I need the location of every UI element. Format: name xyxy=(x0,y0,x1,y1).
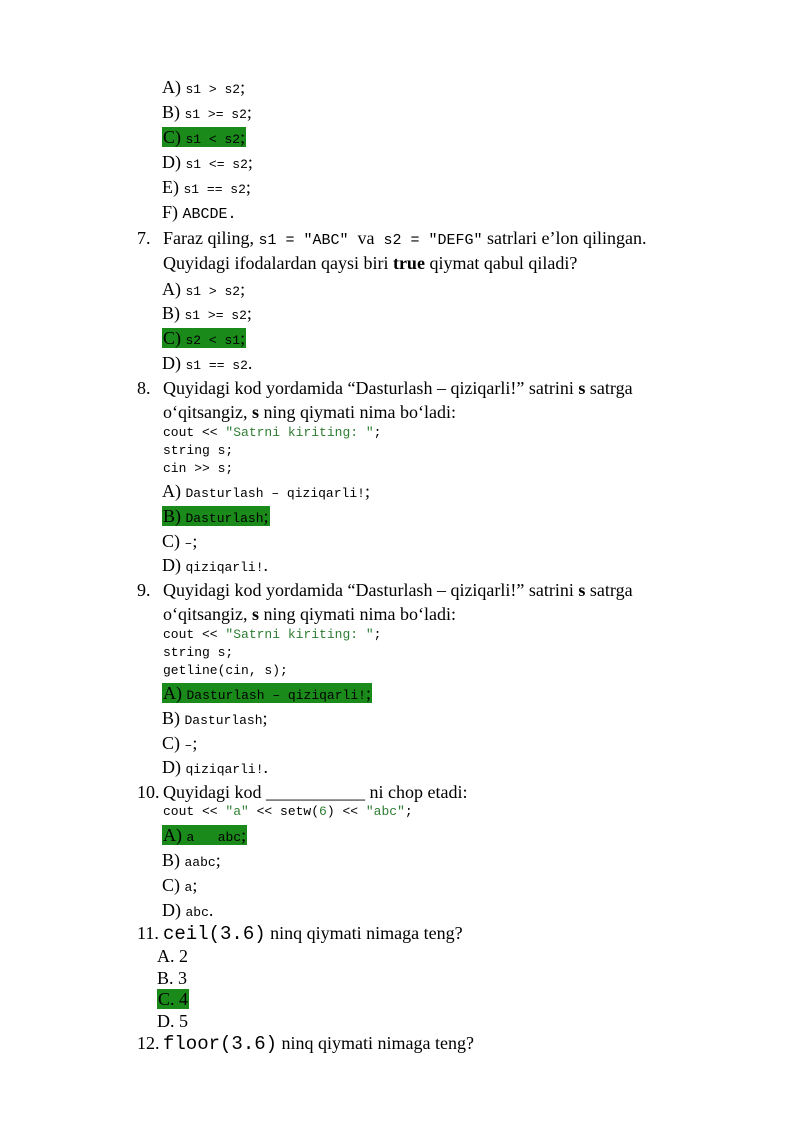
question-9: 9. Quyidagi kod yordamida “Dasturlash – qiziqarli!” satrini s satrga xyxy=(137,580,633,600)
q8-option-b-correct[interactable] xyxy=(162,504,270,531)
question-7-line2: Quyidagi ifodalardan qaysi biri true qiymat qabul qiladi? xyxy=(163,253,578,273)
answer-highlight: B) Dasturlash; xyxy=(163,506,269,526)
q9-option-a-correct[interactable] xyxy=(162,681,372,708)
q10-option-a-correct[interactable] xyxy=(162,823,247,850)
q10-code-block: cout << "a" << setw(6) << "abc"; xyxy=(163,804,413,819)
q7-option-d[interactable]: D) s1 == s2. xyxy=(162,353,253,373)
q9-option-c[interactable]: C) –; xyxy=(162,733,198,753)
question-8: 8. Quyidagi kod yordamida “Dasturlash – qiziqarli!” satrini s satrga xyxy=(137,378,633,398)
option-c-correct[interactable] xyxy=(162,125,246,152)
q10-option-b[interactable]: B) aabc; xyxy=(162,850,221,870)
q9-option-b[interactable]: B) Dasturlash; xyxy=(162,708,268,728)
q11-option-b[interactable]: B. 3 xyxy=(157,968,188,988)
question-10: 10. Quyidagi kod ___________ ni chop etadi: xyxy=(137,782,468,802)
q8-code-block: cout << "Satrni kiriting: "; string s; cin >> s; xyxy=(163,425,382,476)
question-9-line2: o‘qitsangiz, s ning qiymati nima bo‘ladi: xyxy=(163,604,456,624)
q11-option-a[interactable]: A. 2 xyxy=(157,946,188,966)
q10-option-c[interactable]: C) a; xyxy=(162,875,198,895)
question-11: 11. ceil(3.6) ninq qiymati nimaga teng? xyxy=(137,923,463,945)
q7-option-c-correct[interactable] xyxy=(162,326,246,353)
answer-highlight: C. 4 xyxy=(158,989,189,1009)
q7-option-b[interactable]: B) s1 >= s2; xyxy=(162,303,252,323)
question-7: 7. Faraz qiling, s1 = "ABC" va s2 = "DEFG" satrlari e’lon qilingan. xyxy=(137,228,647,249)
question-8-line2: o‘qitsangiz, s ning qiymati nima bo‘ladi: xyxy=(163,402,456,422)
option-e[interactable]: E) s1 == s2; xyxy=(162,177,251,197)
q11-option-d[interactable]: D. 5 xyxy=(157,1011,188,1031)
answer-highlight: A) Dasturlash – qiziqarli!; xyxy=(163,683,371,703)
q7-option-a[interactable]: A) s1 > s2; xyxy=(162,279,246,299)
option-d[interactable]: D) s1 <= s2; xyxy=(162,152,253,172)
q8-option-d[interactable]: D) qiziqarli!. xyxy=(162,555,269,575)
answer-highlight: C) s2 < s1; xyxy=(163,328,246,348)
q9-option-d[interactable]: D) qiziqarli!. xyxy=(162,757,269,777)
option-f[interactable]: F) ABCDE. xyxy=(162,202,237,223)
answer-highlight: C) s1 < s2; xyxy=(163,127,246,147)
q10-option-d[interactable]: D) abc. xyxy=(162,900,214,920)
option-b[interactable]: B) s1 >= s2; xyxy=(162,102,252,122)
q9-code-block: cout << "Satrni kiriting: "; string s; getline(cin, s); xyxy=(163,627,382,678)
q8-option-a[interactable]: A) Dasturlash – qiziqarli!; xyxy=(162,481,370,501)
answer-highlight: A) a abc; xyxy=(163,825,247,845)
option-a[interactable]: A) s1 > s2; xyxy=(162,77,246,97)
q8-option-c[interactable]: C) –; xyxy=(162,531,198,551)
q11-option-c-correct[interactable] xyxy=(157,988,189,1010)
question-12: 12. floor(3.6) ninq qiymati nimaga teng? xyxy=(137,1033,474,1055)
